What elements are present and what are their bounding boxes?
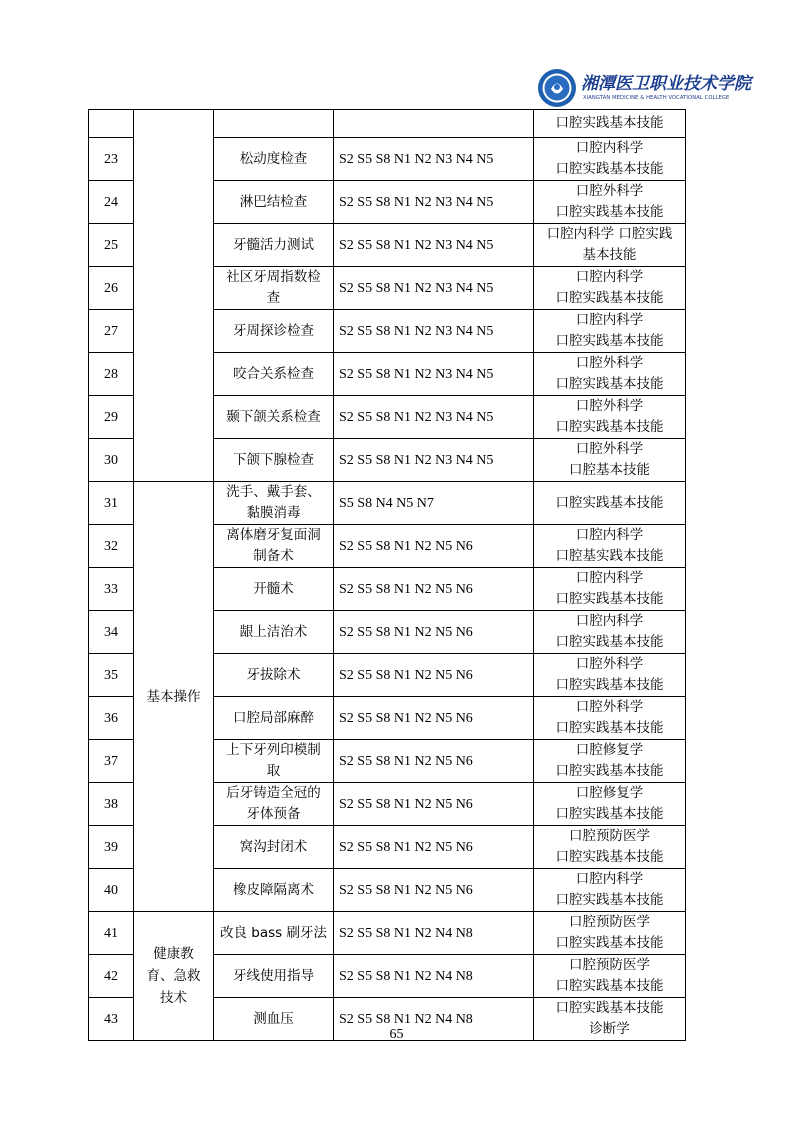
competency-codes: S2 S5 S8 N1 N2 N3 N4 N5 bbox=[334, 224, 534, 267]
course-line: 口腔实践基本技能 bbox=[555, 333, 664, 349]
skills-table bbox=[88, 109, 686, 1041]
category-basic-operations: 基本操作 bbox=[134, 482, 214, 912]
course-cell bbox=[534, 138, 686, 181]
item-name: 牙线使用指导 bbox=[214, 955, 334, 998]
row-number: 25 bbox=[89, 224, 134, 267]
item-name: 后牙铸造全冠的牙体预备 bbox=[214, 783, 334, 826]
competency-codes: S2 S5 S8 N1 N2 N5 N6 bbox=[334, 697, 534, 740]
item-name: 咬合关系检查 bbox=[214, 353, 334, 396]
course-line: 口腔内科学 bbox=[575, 269, 644, 285]
page-number: 65 bbox=[389, 1027, 404, 1042]
course-line: 口腔实践基本技能 bbox=[555, 494, 664, 511]
college-seal-icon bbox=[537, 68, 577, 108]
course-cell bbox=[534, 697, 686, 740]
course-line: 诊断学 bbox=[589, 1021, 630, 1037]
course-cell bbox=[534, 181, 686, 224]
course-line: 口腔实践基本技能 bbox=[555, 935, 664, 951]
course-line: 口腔实践基本技能 bbox=[555, 419, 664, 435]
row-number: 32 bbox=[89, 525, 134, 568]
course-cell bbox=[534, 525, 686, 568]
college-logo bbox=[537, 68, 751, 110]
item-name: 牙拔除术 bbox=[214, 654, 334, 697]
competency-codes: S2 S5 S8 N1 N2 N5 N6 bbox=[334, 654, 534, 697]
course-cell bbox=[534, 439, 686, 482]
course-cell bbox=[534, 869, 686, 912]
row-number: 29 bbox=[89, 396, 134, 439]
item-name: 牙髓活力测试 bbox=[214, 224, 334, 267]
row-number: 40 bbox=[89, 869, 134, 912]
course-line: 口腔内科学 口腔实践 bbox=[546, 226, 673, 242]
course-cell bbox=[534, 826, 686, 869]
row-number: 31 bbox=[89, 482, 134, 525]
course-line: 口腔实践基本技能 bbox=[555, 1000, 664, 1016]
item-name: 开髓术 bbox=[214, 568, 334, 611]
course-line: 口腔外科学 bbox=[575, 398, 644, 414]
row-number: 35 bbox=[89, 654, 134, 697]
row-number: 26 bbox=[89, 267, 134, 310]
item-name: 离体磨牙复面洞制备术 bbox=[214, 525, 334, 568]
row-number: 36 bbox=[89, 697, 134, 740]
course-cell bbox=[534, 482, 686, 525]
table-row bbox=[89, 912, 686, 955]
college-name-cn: 湘潭医卫职业技术学院 bbox=[581, 74, 751, 94]
course-line: 口腔实践基本技能 bbox=[555, 204, 664, 220]
row-number: 42 bbox=[89, 955, 134, 998]
course-line: 基本技能 bbox=[582, 247, 637, 263]
row-number: 27 bbox=[89, 310, 134, 353]
item-name: 牙周探诊检查 bbox=[214, 310, 334, 353]
competency-codes: S2 S5 S8 N1 N2 N4 N8 bbox=[334, 998, 534, 1041]
course-line: 口腔实践基本技能 bbox=[555, 978, 664, 994]
row-number: 28 bbox=[89, 353, 134, 396]
course-cell bbox=[534, 654, 686, 697]
competency-codes: S2 S5 S8 N1 N2 N3 N4 N5 bbox=[334, 138, 534, 181]
course-line: 口腔实践基本技能 bbox=[555, 806, 664, 822]
item-name: 测血压 bbox=[214, 998, 334, 1041]
course-cell bbox=[534, 310, 686, 353]
course-line: 口腔外科学 bbox=[575, 656, 644, 672]
course-line: 口腔实践基本技能 bbox=[555, 161, 664, 177]
course-line: 口腔预防医学 bbox=[569, 828, 650, 844]
row-number: 24 bbox=[89, 181, 134, 224]
competency-codes bbox=[334, 110, 534, 138]
course-line: 口腔实践基本技能 bbox=[555, 634, 664, 650]
course-cell bbox=[534, 353, 686, 396]
competency-codes: S2 S5 S8 N1 N2 N5 N6 bbox=[334, 869, 534, 912]
item-name: 橡皮障隔离术 bbox=[214, 869, 334, 912]
item-name: 洗手、戴手套、黏膜消毒 bbox=[214, 482, 334, 525]
course-cell bbox=[534, 740, 686, 783]
table-row bbox=[89, 110, 686, 138]
course-line: 口腔外科学 bbox=[575, 441, 644, 457]
course-line: 口腔实践基本技能 bbox=[555, 677, 664, 693]
item-name: 龈上洁治术 bbox=[214, 611, 334, 654]
course-line: 口腔实践基本技能 bbox=[555, 115, 664, 131]
course-cell bbox=[534, 396, 686, 439]
competency-codes: S2 S5 S8 N1 N2 N3 N4 N5 bbox=[334, 181, 534, 224]
row-number: 23 bbox=[89, 138, 134, 181]
course-line: 口腔外科学 bbox=[575, 355, 644, 371]
row-number: 37 bbox=[89, 740, 134, 783]
competency-codes: S2 S5 S8 N1 N2 N4 N8 bbox=[334, 912, 534, 955]
row-number bbox=[89, 110, 134, 138]
course-cell bbox=[534, 224, 686, 267]
course-cell bbox=[534, 955, 686, 998]
course-line: 口腔预防医学 bbox=[569, 957, 650, 973]
competency-codes: S2 S5 S8 N1 N2 N3 N4 N5 bbox=[334, 267, 534, 310]
course-line: 口腔实践基本技能 bbox=[555, 849, 664, 865]
college-name-en: XIANGTAN MEDICINE & HEALTH VOCATIONAL COLLEGE bbox=[583, 95, 730, 101]
course-line: 口腔内科学 bbox=[575, 613, 644, 629]
competency-codes: S2 S5 S8 N1 N2 N3 N4 N5 bbox=[334, 310, 534, 353]
competency-codes: S2 S5 S8 N1 N2 N4 N8 bbox=[334, 955, 534, 998]
row-number: 41 bbox=[89, 912, 134, 955]
item-name: 社区牙周指数检查 bbox=[214, 267, 334, 310]
course-line: 口腔内科学 bbox=[575, 871, 644, 887]
course-line: 口腔实践基本技能 bbox=[555, 720, 664, 736]
row-number: 39 bbox=[89, 826, 134, 869]
category-cell bbox=[134, 110, 214, 482]
item-name: 窝沟封闭术 bbox=[214, 826, 334, 869]
course-line: 口腔内科学 bbox=[575, 527, 644, 543]
item-name: 上下牙列印模制取 bbox=[214, 740, 334, 783]
category-health-education: 健康教育、急救技术 bbox=[134, 912, 214, 1041]
course-line: 口腔基实践本技能 bbox=[555, 548, 664, 564]
row-number: 34 bbox=[89, 611, 134, 654]
competency-codes: S2 S5 S8 N1 N2 N3 N4 N5 bbox=[334, 396, 534, 439]
course-line: 口腔实践基本技能 bbox=[555, 892, 664, 908]
competency-codes: S2 S5 S8 N1 N2 N3 N4 N5 bbox=[334, 439, 534, 482]
course-line: 口腔内科学 bbox=[575, 312, 644, 328]
course-line: 口腔内科学 bbox=[575, 570, 644, 586]
item-name bbox=[214, 110, 334, 138]
row-number: 33 bbox=[89, 568, 134, 611]
course-line: 口腔实践基本技能 bbox=[555, 290, 664, 306]
table-row bbox=[89, 482, 686, 525]
course-line: 口腔实践基本技能 bbox=[555, 376, 664, 392]
course-line: 口腔预防医学 bbox=[569, 914, 650, 930]
course-cell bbox=[534, 568, 686, 611]
competency-codes: S2 S5 S8 N1 N2 N5 N6 bbox=[334, 525, 534, 568]
course-line: 口腔外科学 bbox=[575, 183, 644, 199]
course-cell bbox=[534, 783, 686, 826]
course-cell bbox=[534, 611, 686, 654]
competency-codes: S2 S5 S8 N1 N2 N3 N4 N5 bbox=[334, 353, 534, 396]
course-cell bbox=[534, 267, 686, 310]
competency-codes: S2 S5 S8 N1 N2 N5 N6 bbox=[334, 568, 534, 611]
row-number: 38 bbox=[89, 783, 134, 826]
course-cell bbox=[534, 110, 686, 138]
course-line: 口腔实践基本技能 bbox=[555, 763, 664, 779]
competency-codes: S2 S5 S8 N1 N2 N5 N6 bbox=[334, 740, 534, 783]
competency-codes: S2 S5 S8 N1 N2 N5 N6 bbox=[334, 826, 534, 869]
course-line: 口腔内科学 bbox=[575, 140, 644, 156]
item-name: 下颌下腺检查 bbox=[214, 439, 334, 482]
course-line: 口腔修复学 bbox=[575, 742, 644, 758]
item-name: 松动度检查 bbox=[214, 138, 334, 181]
course-line: 口腔实践基本技能 bbox=[555, 591, 664, 607]
item-name: 淋巴结检查 bbox=[214, 181, 334, 224]
course-line: 口腔基本技能 bbox=[569, 462, 650, 478]
course-line: 口腔外科学 bbox=[575, 699, 644, 715]
competency-codes: S2 S5 S8 N1 N2 N5 N6 bbox=[334, 783, 534, 826]
competency-codes: S2 S5 S8 N1 N2 N5 N6 bbox=[334, 611, 534, 654]
course-cell bbox=[534, 912, 686, 955]
course-line: 口腔修复学 bbox=[575, 785, 644, 801]
item-name: 口腔局部麻醉 bbox=[214, 697, 334, 740]
row-number: 43 bbox=[89, 998, 134, 1041]
item-name: 改良 bass 刷牙法 bbox=[214, 912, 334, 955]
item-name: 颞下颌关系检查 bbox=[214, 396, 334, 439]
row-number: 30 bbox=[89, 439, 134, 482]
competency-codes: S5 S8 N4 N5 N7 bbox=[334, 482, 534, 525]
